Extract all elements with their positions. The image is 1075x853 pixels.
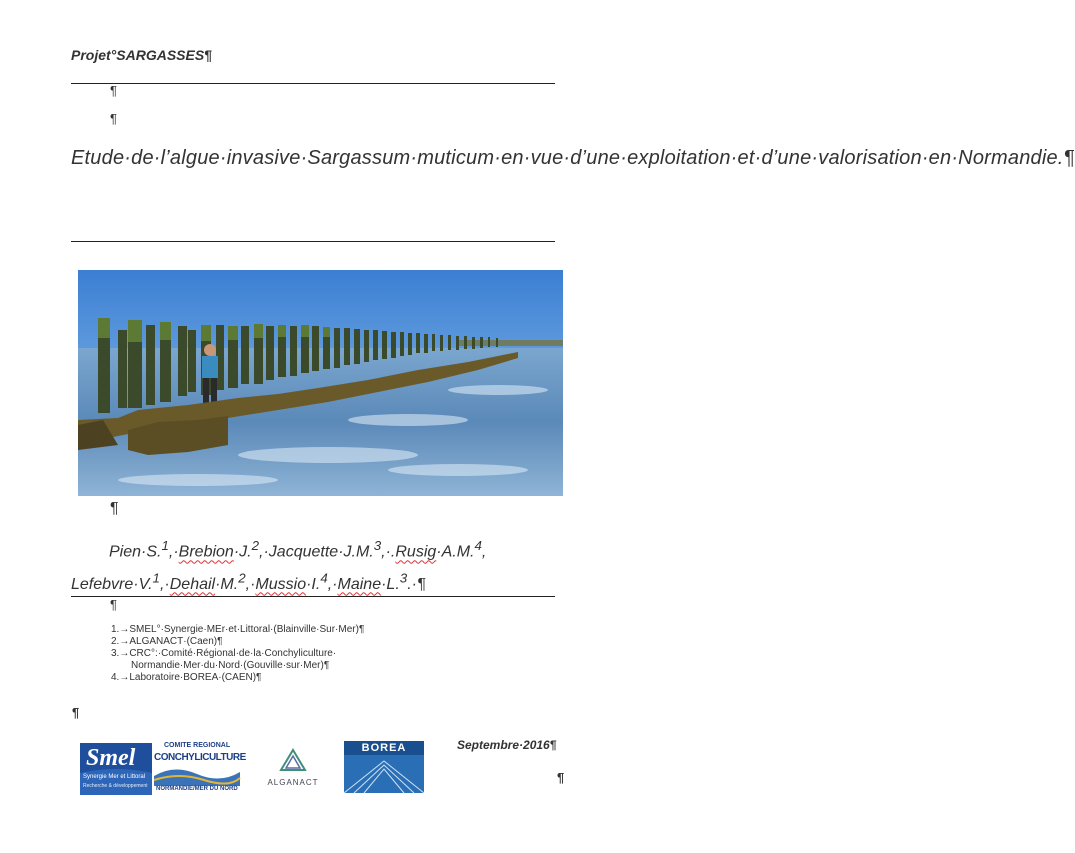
author-text: ,·Jacquette·J.M. [259, 543, 374, 561]
crc-logo-top: COMITE REGIONAL [164, 742, 231, 749]
project-label: Projet°SARGASSES¶ [71, 47, 212, 63]
author-text: , [481, 543, 487, 561]
affiliation-sup: 4 [474, 538, 482, 553]
author-list [71, 533, 555, 598]
author-text: ,· [168, 543, 179, 561]
paragraph-mark: ¶ [557, 770, 565, 785]
author-text: ,· [327, 575, 338, 593]
crc-logo-bottom: NORMANDIE/MER DU NORD [156, 786, 238, 792]
affiliation-list [111, 624, 411, 684]
author-text: ·M. [215, 575, 239, 593]
affiliation-sup: 2 [251, 538, 260, 553]
affiliation-item: 2.→ALGANACT·(Caen)¶ [111, 636, 223, 647]
author-name-flagged: Brebion [178, 543, 234, 561]
author-text: ,· [159, 575, 170, 593]
author-text: ,· [245, 575, 256, 593]
alganact-logo [265, 748, 321, 794]
borea-logo-name: BOREA [361, 742, 407, 754]
author-text: Pien·S. [109, 543, 162, 561]
crc-logo-main: CONCHYLICULTURE [154, 752, 246, 763]
authors-rule [71, 596, 555, 597]
smel-logo [80, 743, 152, 795]
document-title: Etude·de·l’algue·invasive·Sargassum·muticum·en·vue·d’une·exploitation·et·d’une·valorisation·en·Normandie.¶ [71, 147, 1075, 169]
smel-logo-name: Smel [86, 745, 136, 771]
affiliation-sup: 2 [238, 570, 246, 586]
affiliation-item: 3.→CRC°:·Comité·Régional·de·la·Conchyliculture· [111, 648, 337, 659]
sargassum-photo [78, 270, 563, 496]
smel-logo-tagline: Recherche & développement [83, 783, 148, 789]
crc-logo [154, 740, 246, 796]
author-name-flagged: Maine [337, 575, 382, 593]
affiliation-item: Normandie·Mer·du·Nord·(Gouville·sur·Mer)¶ [131, 660, 330, 671]
paragraph-mark: ¶ [72, 705, 80, 720]
borea-logo [344, 741, 424, 793]
paragraph-mark: ¶ [110, 500, 119, 517]
author-name-flagged: Rusig [395, 543, 437, 561]
author-text: ·J. [233, 543, 252, 561]
smel-logo-subtitle: Synergie Mer et Littoral [83, 774, 146, 780]
affiliation-sup: 4 [320, 570, 328, 586]
author-text: ·I. [306, 575, 321, 593]
author-text: .·¶ [407, 575, 426, 593]
affiliation-sup: 1 [152, 570, 160, 586]
affiliation-item: 1.→SMEL°·Synergie·MEr·et·Littoral·(Blainville·Sur·Mer)¶ [111, 624, 365, 635]
affiliation-item: 4.→Laboratoire·BOREA·(CAEN)¶ [111, 672, 262, 683]
affiliation-sup: 1 [161, 538, 169, 553]
affiliation-sup: 3 [373, 538, 382, 553]
title-rule [71, 241, 555, 242]
paragraph-mark: ¶ [110, 83, 117, 98]
author-text: ·A.M. [436, 543, 475, 561]
author-line-2 [71, 570, 426, 593]
author-text: Lefebvre·V. [71, 575, 153, 593]
author-name-flagged: Mussio [255, 575, 307, 593]
paragraph-mark: ¶ [110, 597, 117, 612]
header-rule [71, 83, 555, 84]
affiliation-sup: 3 [399, 570, 408, 586]
document-date: Septembre·2016¶ [457, 738, 557, 752]
author-name-flagged: Dehail [169, 575, 216, 593]
author-text: ·L. [381, 575, 400, 593]
paragraph-mark: ¶ [110, 111, 117, 126]
alganact-logo-name: ALGANACT [267, 778, 319, 787]
author-text: ,·. [381, 543, 396, 561]
author-line-1 [71, 533, 555, 565]
